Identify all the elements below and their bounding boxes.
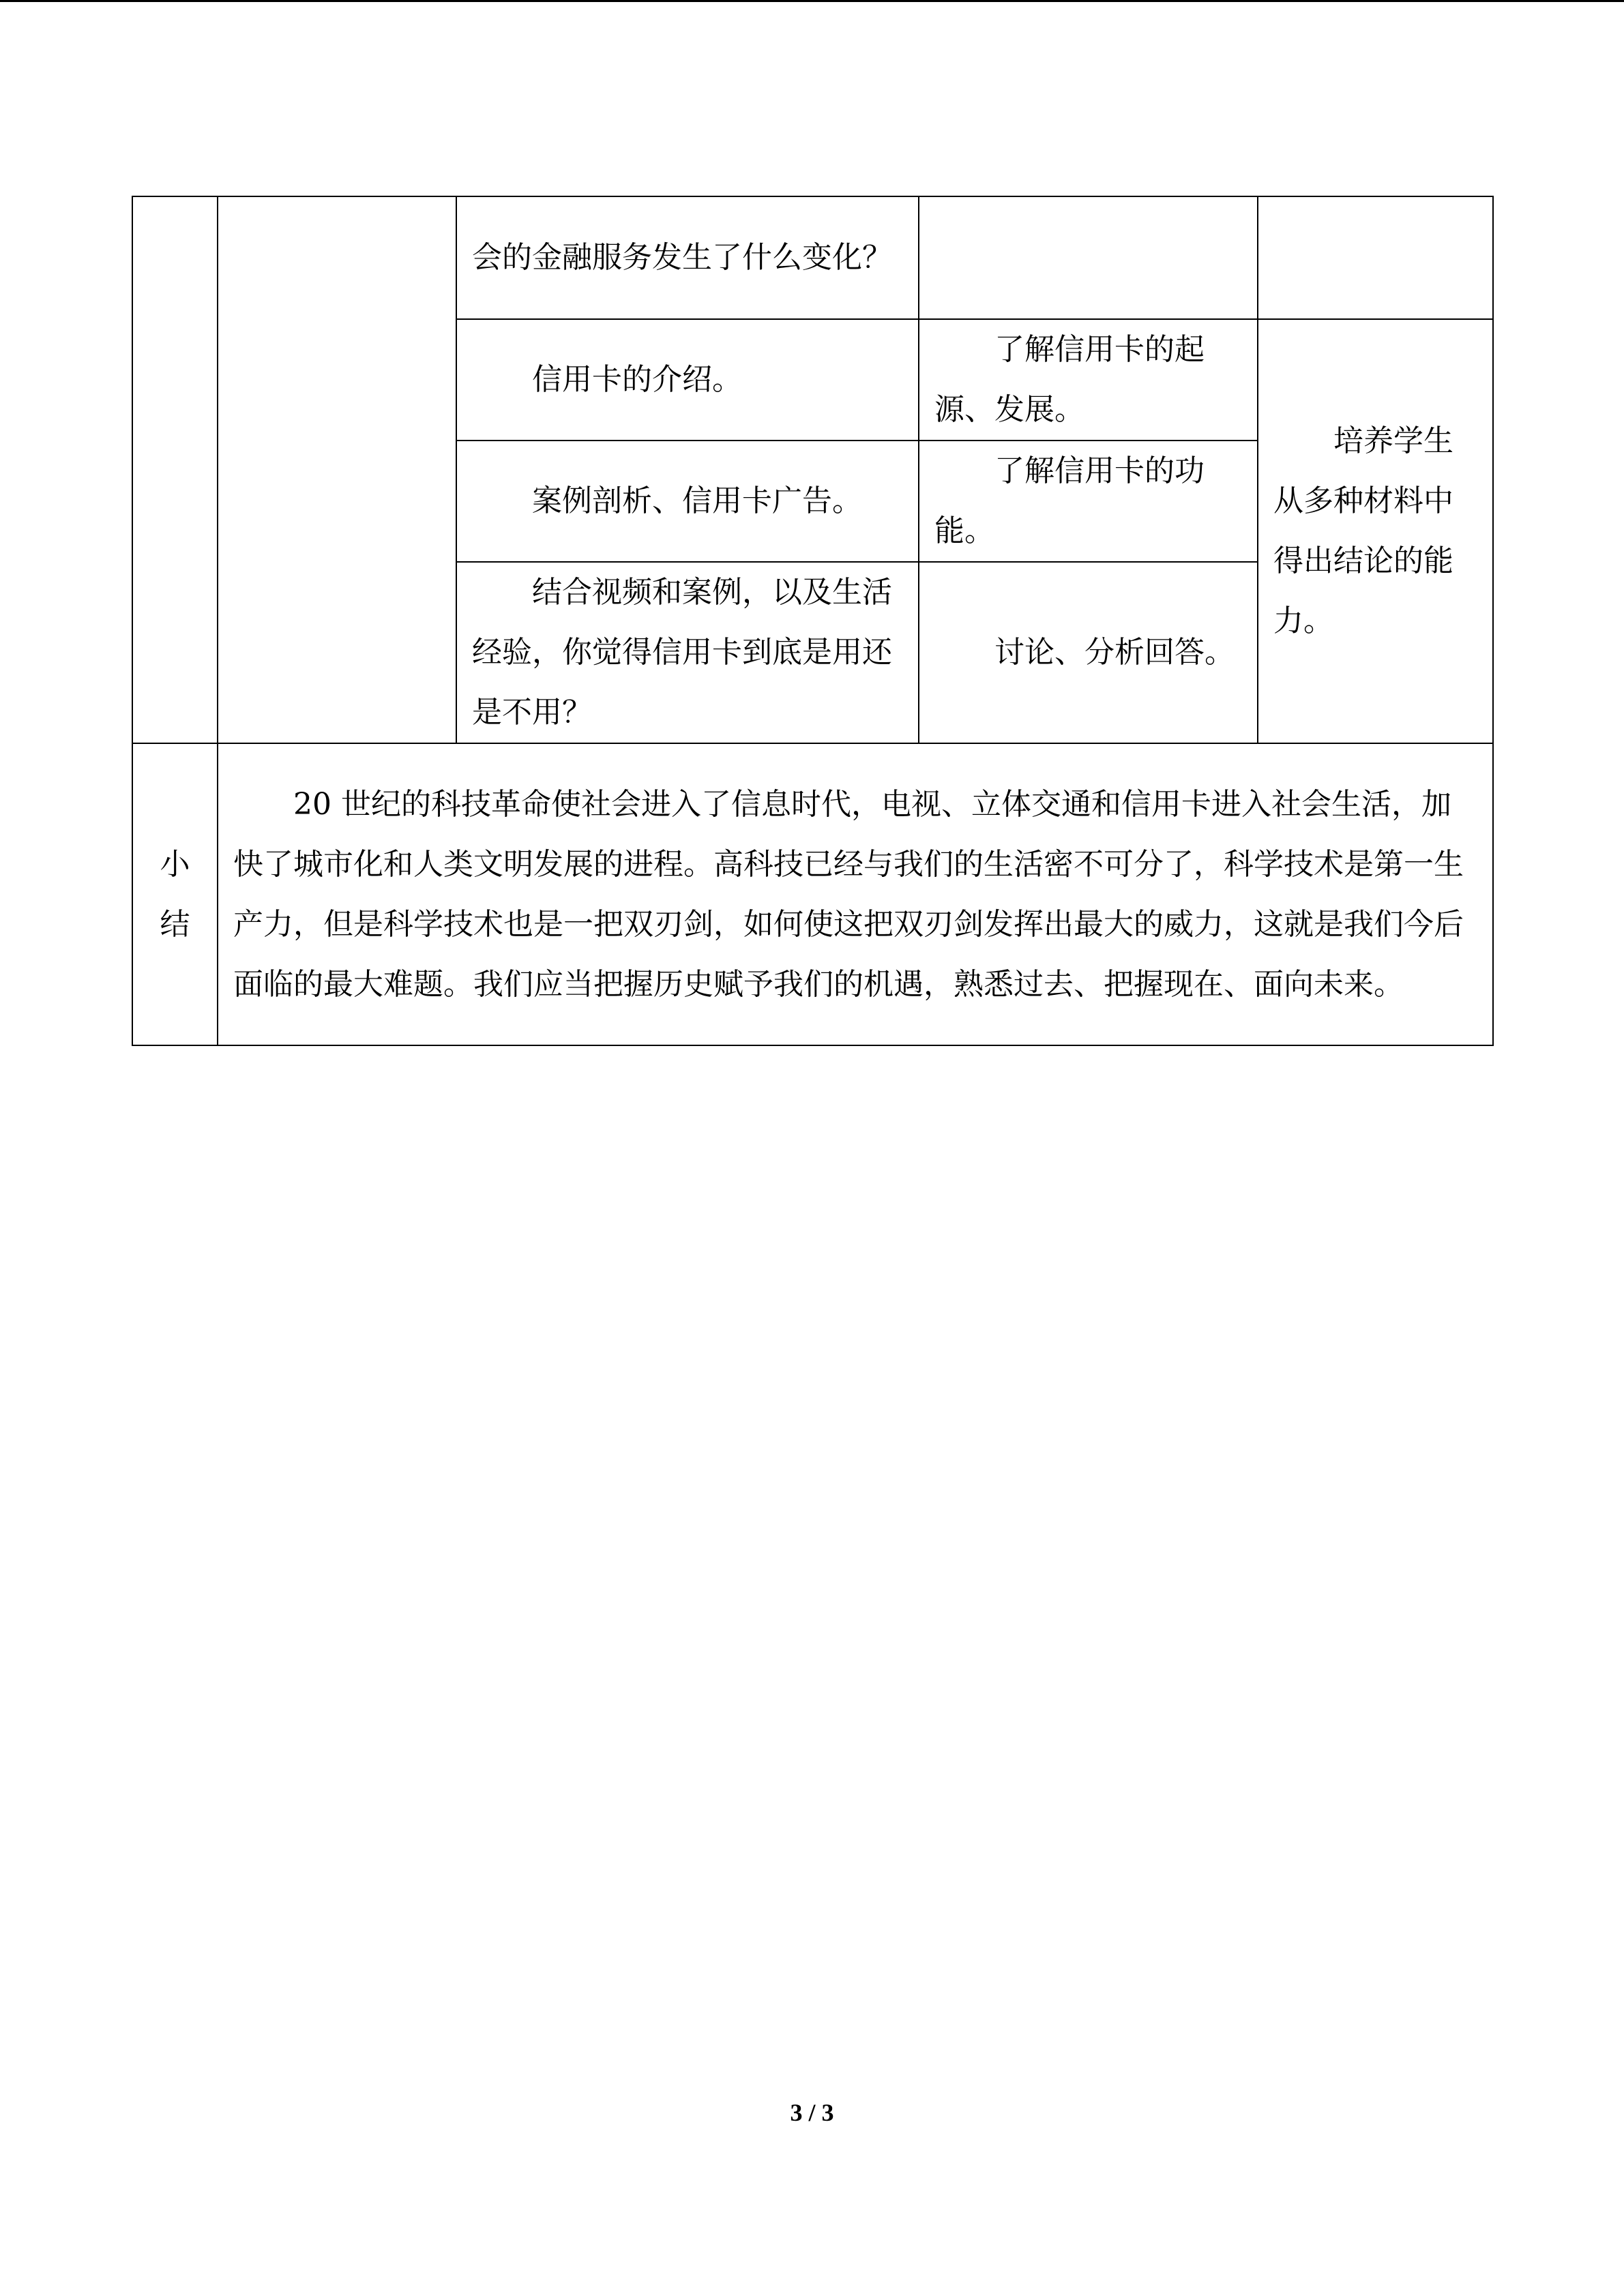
summary-row xyxy=(132,743,1493,1045)
activity-cell xyxy=(919,196,1258,319)
content-cell: 信用卡的介绍。 xyxy=(456,319,919,441)
intent-cell xyxy=(1258,196,1493,319)
content-cell: 会的金融服务发生了什么变化？ xyxy=(456,196,919,319)
activity-cell: 讨论、分析回答。 xyxy=(919,562,1258,743)
page-top-border xyxy=(0,0,1624,2)
phase-cell xyxy=(132,196,218,743)
activity-cell: 了解信用卡的起源、发展。 xyxy=(919,319,1258,441)
summary-label-char: 结 xyxy=(160,906,190,942)
summary-label-char: 小 xyxy=(160,846,190,882)
summary-text: 20 世纪的科技革命使社会进入了信息时代，电视、立体交通和信用卡进入社会生活，加快了城市化和人类文明发展的进程。高科技已经与我们的生活密不可分了，科学技术是第一生产力，但是科学技术也是一把双刃剑，如何使这把双刃剑发挥出最大的威力，这就是我们今后面临的最大难题。我们应当把握历史赋予我们的机遇，熟悉过去、把握现在、面向未来。 xyxy=(218,743,1493,1045)
intent-cell: 培养学生从多种材料中得出结论的能力。 xyxy=(1258,319,1493,743)
summary-label xyxy=(132,743,218,1045)
lesson-plan-table xyxy=(132,196,1494,1046)
activity-cell: 了解信用卡的功能。 xyxy=(919,441,1258,562)
table-row xyxy=(132,196,1493,319)
page-number: 3 / 3 xyxy=(790,2099,834,2126)
topic-cell xyxy=(218,196,456,743)
content-cell: 案例剖析、信用卡广告。 xyxy=(456,441,919,562)
content-cell: 结合视频和案例，以及生活经验，你觉得信用卡到底是用还是不用？ xyxy=(456,562,919,743)
